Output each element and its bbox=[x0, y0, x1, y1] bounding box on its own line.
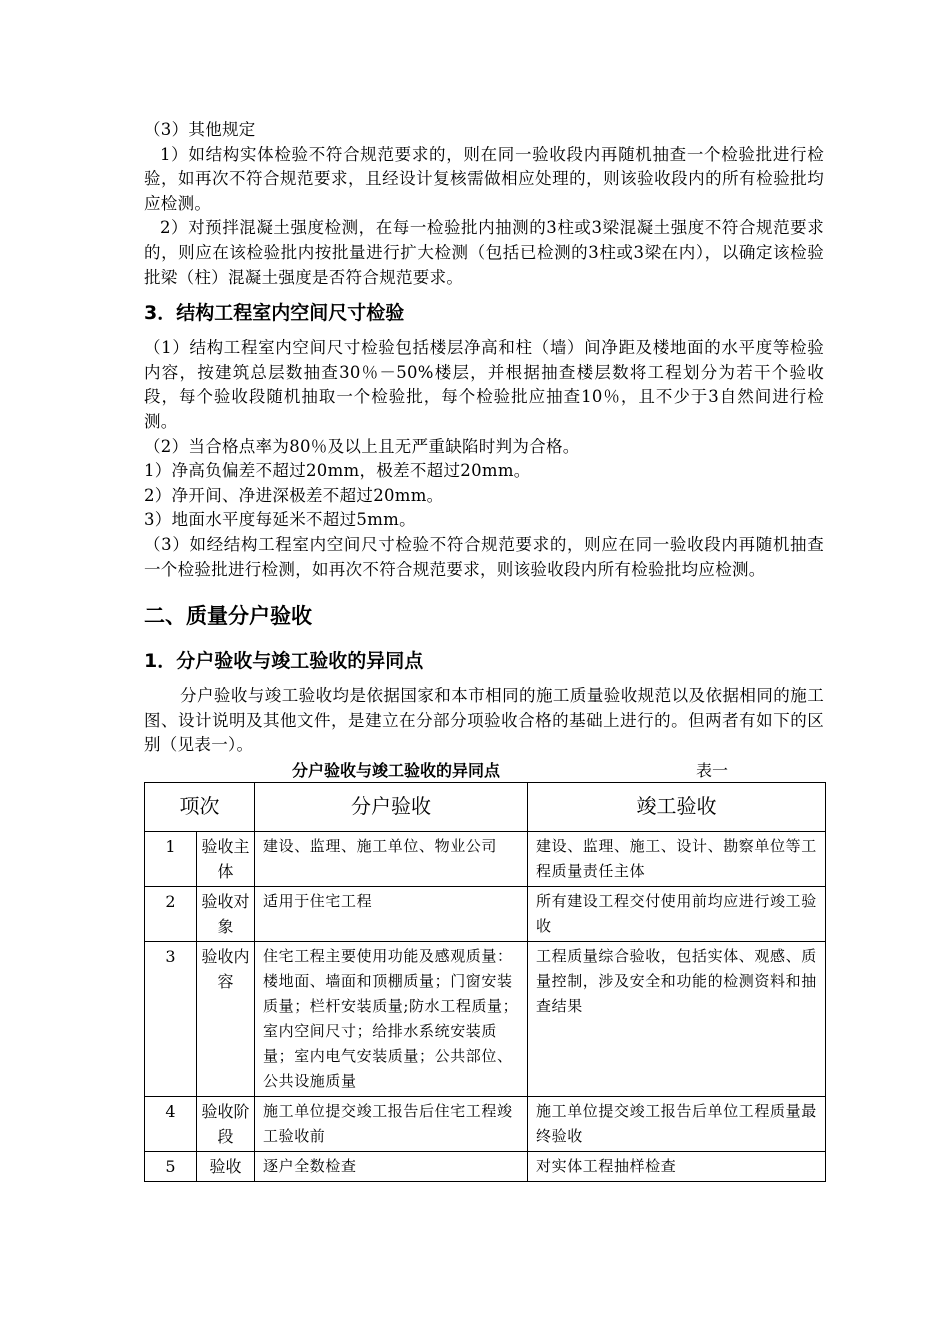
row-household-cell: 建设、监理、施工单位、物业公司 bbox=[255, 831, 528, 886]
header-household-acceptance: 分户验收 bbox=[255, 782, 528, 831]
row-completion-cell: 所有建设工程交付使用前均应进行竣工验收 bbox=[528, 886, 826, 941]
table-row bbox=[145, 1151, 826, 1181]
section-3-item-3: 3）地面水平度每延米不超过5mm。 bbox=[144, 510, 416, 530]
other-rules-item-2: 2）对预拌混凝土强度检测，在每一检验批内抽测的3柱或3梁混凝土强度不符合规范要求的，则应在该检验批内按批量进行扩大检测（包括已检测的3柱或3梁在内），以确定该检验批梁（柱）混凝土强度是否符合规范要求。 bbox=[144, 218, 824, 287]
row-item: 验收 bbox=[197, 1151, 255, 1181]
row-household-cell: 施工单位提交竣工报告后住宅工程竣工验收前 bbox=[255, 1096, 528, 1151]
row-number: 4 bbox=[145, 1096, 197, 1151]
table-caption-row bbox=[144, 758, 824, 782]
table-header-row bbox=[145, 782, 826, 831]
table-row bbox=[145, 1096, 826, 1151]
row-completion-cell: 工程质量综合验收，包括实体、观感、质量控制，涉及安全和功能的检测资料和抽查结果 bbox=[528, 941, 826, 1096]
part-2-title: 二、质量分户验收 bbox=[144, 604, 312, 629]
table-caption: 分户验收与竣工验收的异同点 bbox=[292, 760, 501, 780]
table-row bbox=[145, 886, 826, 941]
document-page bbox=[144, 118, 824, 1182]
row-completion-cell: 施工单位提交竣工报告后单位工程质量最终验收 bbox=[528, 1096, 826, 1151]
comparison-table bbox=[144, 782, 826, 1182]
row-completion-cell: 对实体工程抽样检查 bbox=[528, 1151, 826, 1181]
row-household-cell: 住宅工程主要使用功能及感观质量：楼地面、墙面和顶棚质量；门窗安装质量；栏杆安装质量;防水工程质量；室内空间尺寸；给排水系统安装质量；室内电气安装质量；公共部位、公共设施质量 bbox=[255, 941, 528, 1096]
row-item: 验收对象 bbox=[197, 886, 255, 941]
table-row bbox=[145, 831, 826, 886]
section-3-title: 3．结构工程室内空间尺寸检验 bbox=[144, 302, 405, 325]
table-row bbox=[145, 941, 826, 1096]
row-household-cell: 逐户全数检查 bbox=[255, 1151, 528, 1181]
subsection-1-para: 分户验收与竣工验收均是依据国家和本市相同的施工质量验收规范以及依据相同的施工图、设计说明及其他文件，是建立在分部分项验收合格的基础上进行的。但两者有如下的区别（见表一）。 bbox=[144, 686, 824, 755]
row-number: 1 bbox=[145, 831, 197, 886]
subsection-1-title: 1．分户验收与竣工验收的异同点 bbox=[144, 650, 424, 673]
section-3-para-2: （2）当合格点率为80％及以上且无严重缺陷时判为合格。 bbox=[144, 436, 580, 456]
row-number: 3 bbox=[145, 941, 197, 1096]
row-item: 验收阶段 bbox=[197, 1096, 255, 1151]
header-completion-acceptance: 竣工验收 bbox=[528, 782, 826, 831]
header-item-no: 项次 bbox=[145, 782, 255, 831]
section-3-para-3: （3）如经结构工程室内空间尺寸检验不符合规范要求的，则应在同一验收段内再随机抽查一个检验批进行检测，如再次不符合规范要求，则该验收段内所有检验批均应检测。 bbox=[144, 534, 824, 579]
row-number: 2 bbox=[145, 886, 197, 941]
section-3-item-2: 2）净开间、净进深极差不超过20mm。 bbox=[144, 485, 444, 505]
row-completion-cell: 建设、监理、施工、设计、勘察单位等工程质量责任主体 bbox=[528, 831, 826, 886]
row-item: 验收内容 bbox=[197, 941, 255, 1096]
row-item: 验收主体 bbox=[197, 831, 255, 886]
other-rules-item-1: 1）如结构实体检验不符合规范要求的，则在同一验收段内再随机抽查一个检验批进行检验，如再次不符合规范要求，且经设计复核需做相应处理的，则该验收段内的所有检验批均应检测。 bbox=[144, 144, 824, 213]
section-3-para-1: （1）结构工程室内空间尺寸检验包括楼层净高和柱（墙）间净距及楼地面的水平度等检验内容，按建筑总层数抽查30％－50%楼层，并根据抽查楼层数将工程划分为若干个验收段，每个验收段随机抽取一个检验批，每个检验批应抽查10％，且不少于3自然间进行检测。 bbox=[144, 338, 824, 431]
row-number: 5 bbox=[145, 1151, 197, 1181]
section-3-item-1: 1）净高负偏差不超过20mm，极差不超过20mm。 bbox=[144, 461, 531, 481]
other-rules-heading: （3）其他规定 bbox=[144, 120, 256, 139]
row-household-cell: 适用于住宅工程 bbox=[255, 886, 528, 941]
table-number: 表一 bbox=[696, 760, 729, 780]
